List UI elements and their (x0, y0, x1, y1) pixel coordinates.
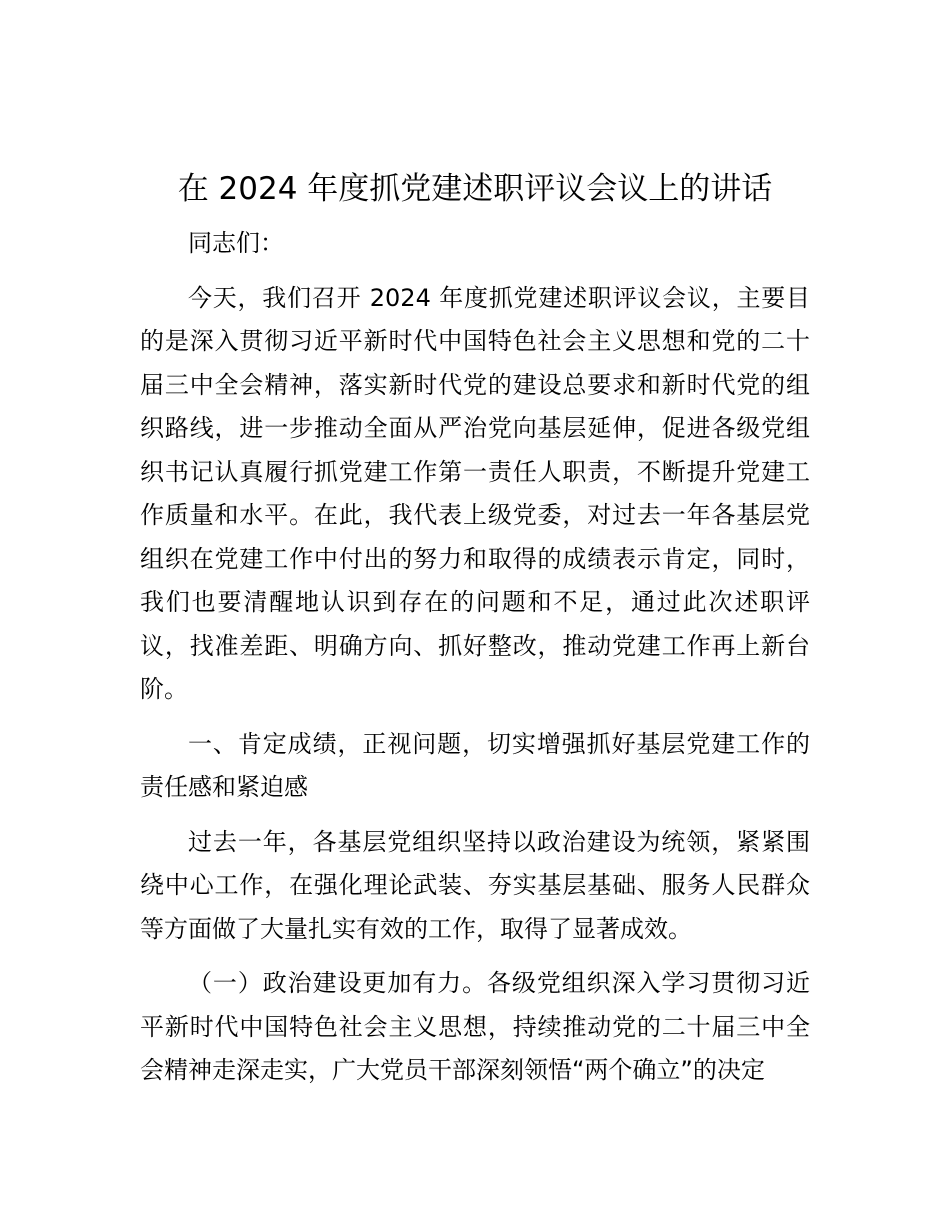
section-heading: 一、肯定成绩，正视问题，切实增强抓好基层党建工作的责任感和紧迫感 (140, 729, 810, 801)
body-paragraph: （一）政治建设更加有力。各级党组织深入学习贯彻习近平新时代中国特色社会主义思想，持续推动党的二十届三中全会精神走深走实，广大党员干部深刻领悟“两个确立”的决定 (140, 969, 810, 1084)
document-body (140, 222, 810, 1104)
body-paragraph: 过去一年，各基层党组织坚持以政治建设为统领，紧紧围绕中心工作，在强化理论武装、夯实基层基础、服务人民群众等方面做了大量扎实有效的工作，取得了显著成效。 (140, 827, 810, 943)
salutation: 同志们： (188, 229, 284, 257)
document-title: 在 2024 年度抓党建述职评议会议上的讲话 (177, 171, 773, 207)
intro-paragraph: 今天，我们召开 2024 年度抓党建述职评议会议，主要目的是深入贯彻习近平新时代中国特色社会主义思想和党的二十届三中全会精神，落实新时代党的建设总要求和新时代党的组织路线，进一步推动全面从严治党向基层延伸，促进各级党组织书记认真履行抓党建工作第一责任人职责，不断提升党建工作质量和水平。在此，我代表上级党委，对过去一年各基层党组织在党建工作中付出的努力和取得的成绩表示肯定，同时，我们也要清醒地认识到存在的问题和不足，通过此次述职评议，找准差距、明确方向、抓好整改，推动党建工作再上新台阶。 (140, 283, 810, 703)
